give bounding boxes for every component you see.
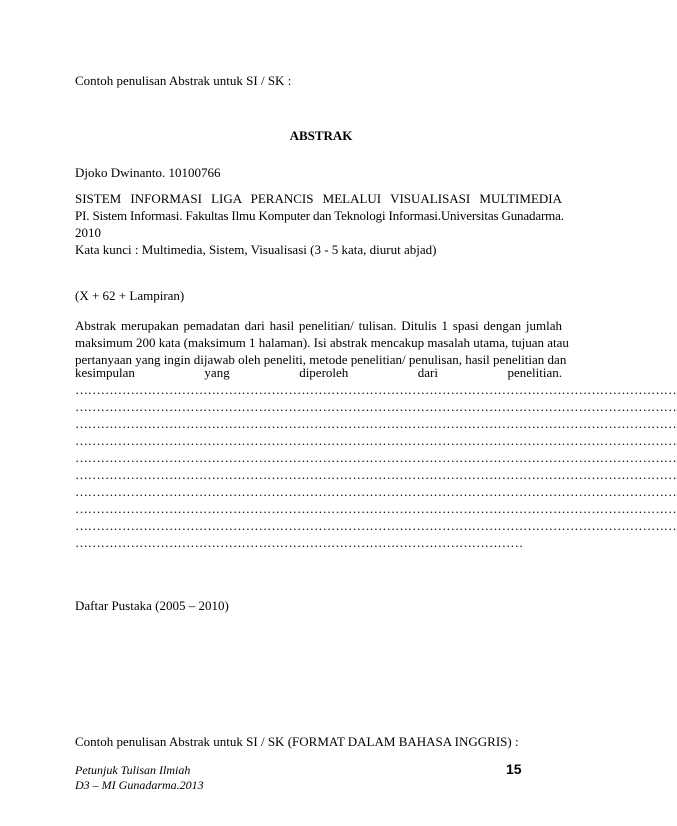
next-example-text: Contoh penulisan Abstrak untuk SI / SK (FORMAT DALAM BAHASA INGGRIS) : [75, 734, 519, 749]
dotted-line: …………………………………………………………………………………………………………………………… [75, 399, 677, 414]
program-line: PI. Sistem Informasi. Fakultas Ilmu Komputer dan Teknologi Informasi.Universitas Gunadarma. [75, 208, 564, 223]
thesis-title-line: SISTEM INFORMASI LIGA PERANCIS MELALUI VISUALISASI MULTIMEDIA [75, 191, 562, 206]
dotted-line: …………………………………………………………………………………………… [75, 535, 524, 550]
bibliography-line: Daftar Pustaka (2005 – 2010) [75, 598, 229, 613]
dotted-line: …………………………………………………………………………………………………………………………… [75, 450, 677, 465]
dotted-line: …………………………………………………………………………………………………………………………… [75, 467, 677, 482]
dotted-line: …………………………………………………………………………………………………………………………… [75, 501, 677, 516]
footer-doc-title: Petunjuk Tulisan Ilmiah [75, 763, 191, 777]
abstract-line: maksimum 200 kata (maksimum 1 halaman). Isi abstrak mencakup masalah utama, tujuan atau [75, 335, 569, 350]
intro-text: Contoh penulisan Abstrak untuk SI / SK : [75, 73, 292, 88]
abstract-line: Abstrak merupakan pemadatan dari hasil penelitian/ tulisan. Ditulis 1 spasi dengan jumlah [75, 318, 562, 333]
dotted-line: …………………………………………………………………………………………………………………………… [75, 382, 677, 397]
dotted-line: …………………………………………………………………………………………………………………………… [75, 484, 677, 499]
year-line: 2010 [75, 225, 101, 240]
abstract-line: pertanyaan yang ingin dijawab oleh peneliti, metode penelitian/ penulisan, hasil penelitian dan [75, 352, 567, 367]
dotted-line: …………………………………………………………………………………………………………………………… [75, 518, 677, 533]
dotted-line: …………………………………………………………………………………………………………………………… [75, 433, 677, 448]
abstract-line: kesimpulan yang diperoleh dari penelitian. [75, 365, 562, 380]
abstract-title: ABSTRAK [289, 128, 353, 143]
page-count-line: (X + 62 + Lampiran) [75, 288, 185, 303]
dotted-line: …………………………………………………………………………………………………………………………… [75, 416, 677, 431]
page-number: 15 [506, 761, 522, 777]
footer-doc-subtitle: D3 – MI Gunadarma.2013 [75, 778, 204, 792]
author-line: Djoko Dwinanto. 10100766 [75, 165, 221, 180]
keywords-line: Kata kunci : Multimedia, Sistem, Visualisasi (3 - 5 kata, diurut abjad) [75, 242, 437, 257]
